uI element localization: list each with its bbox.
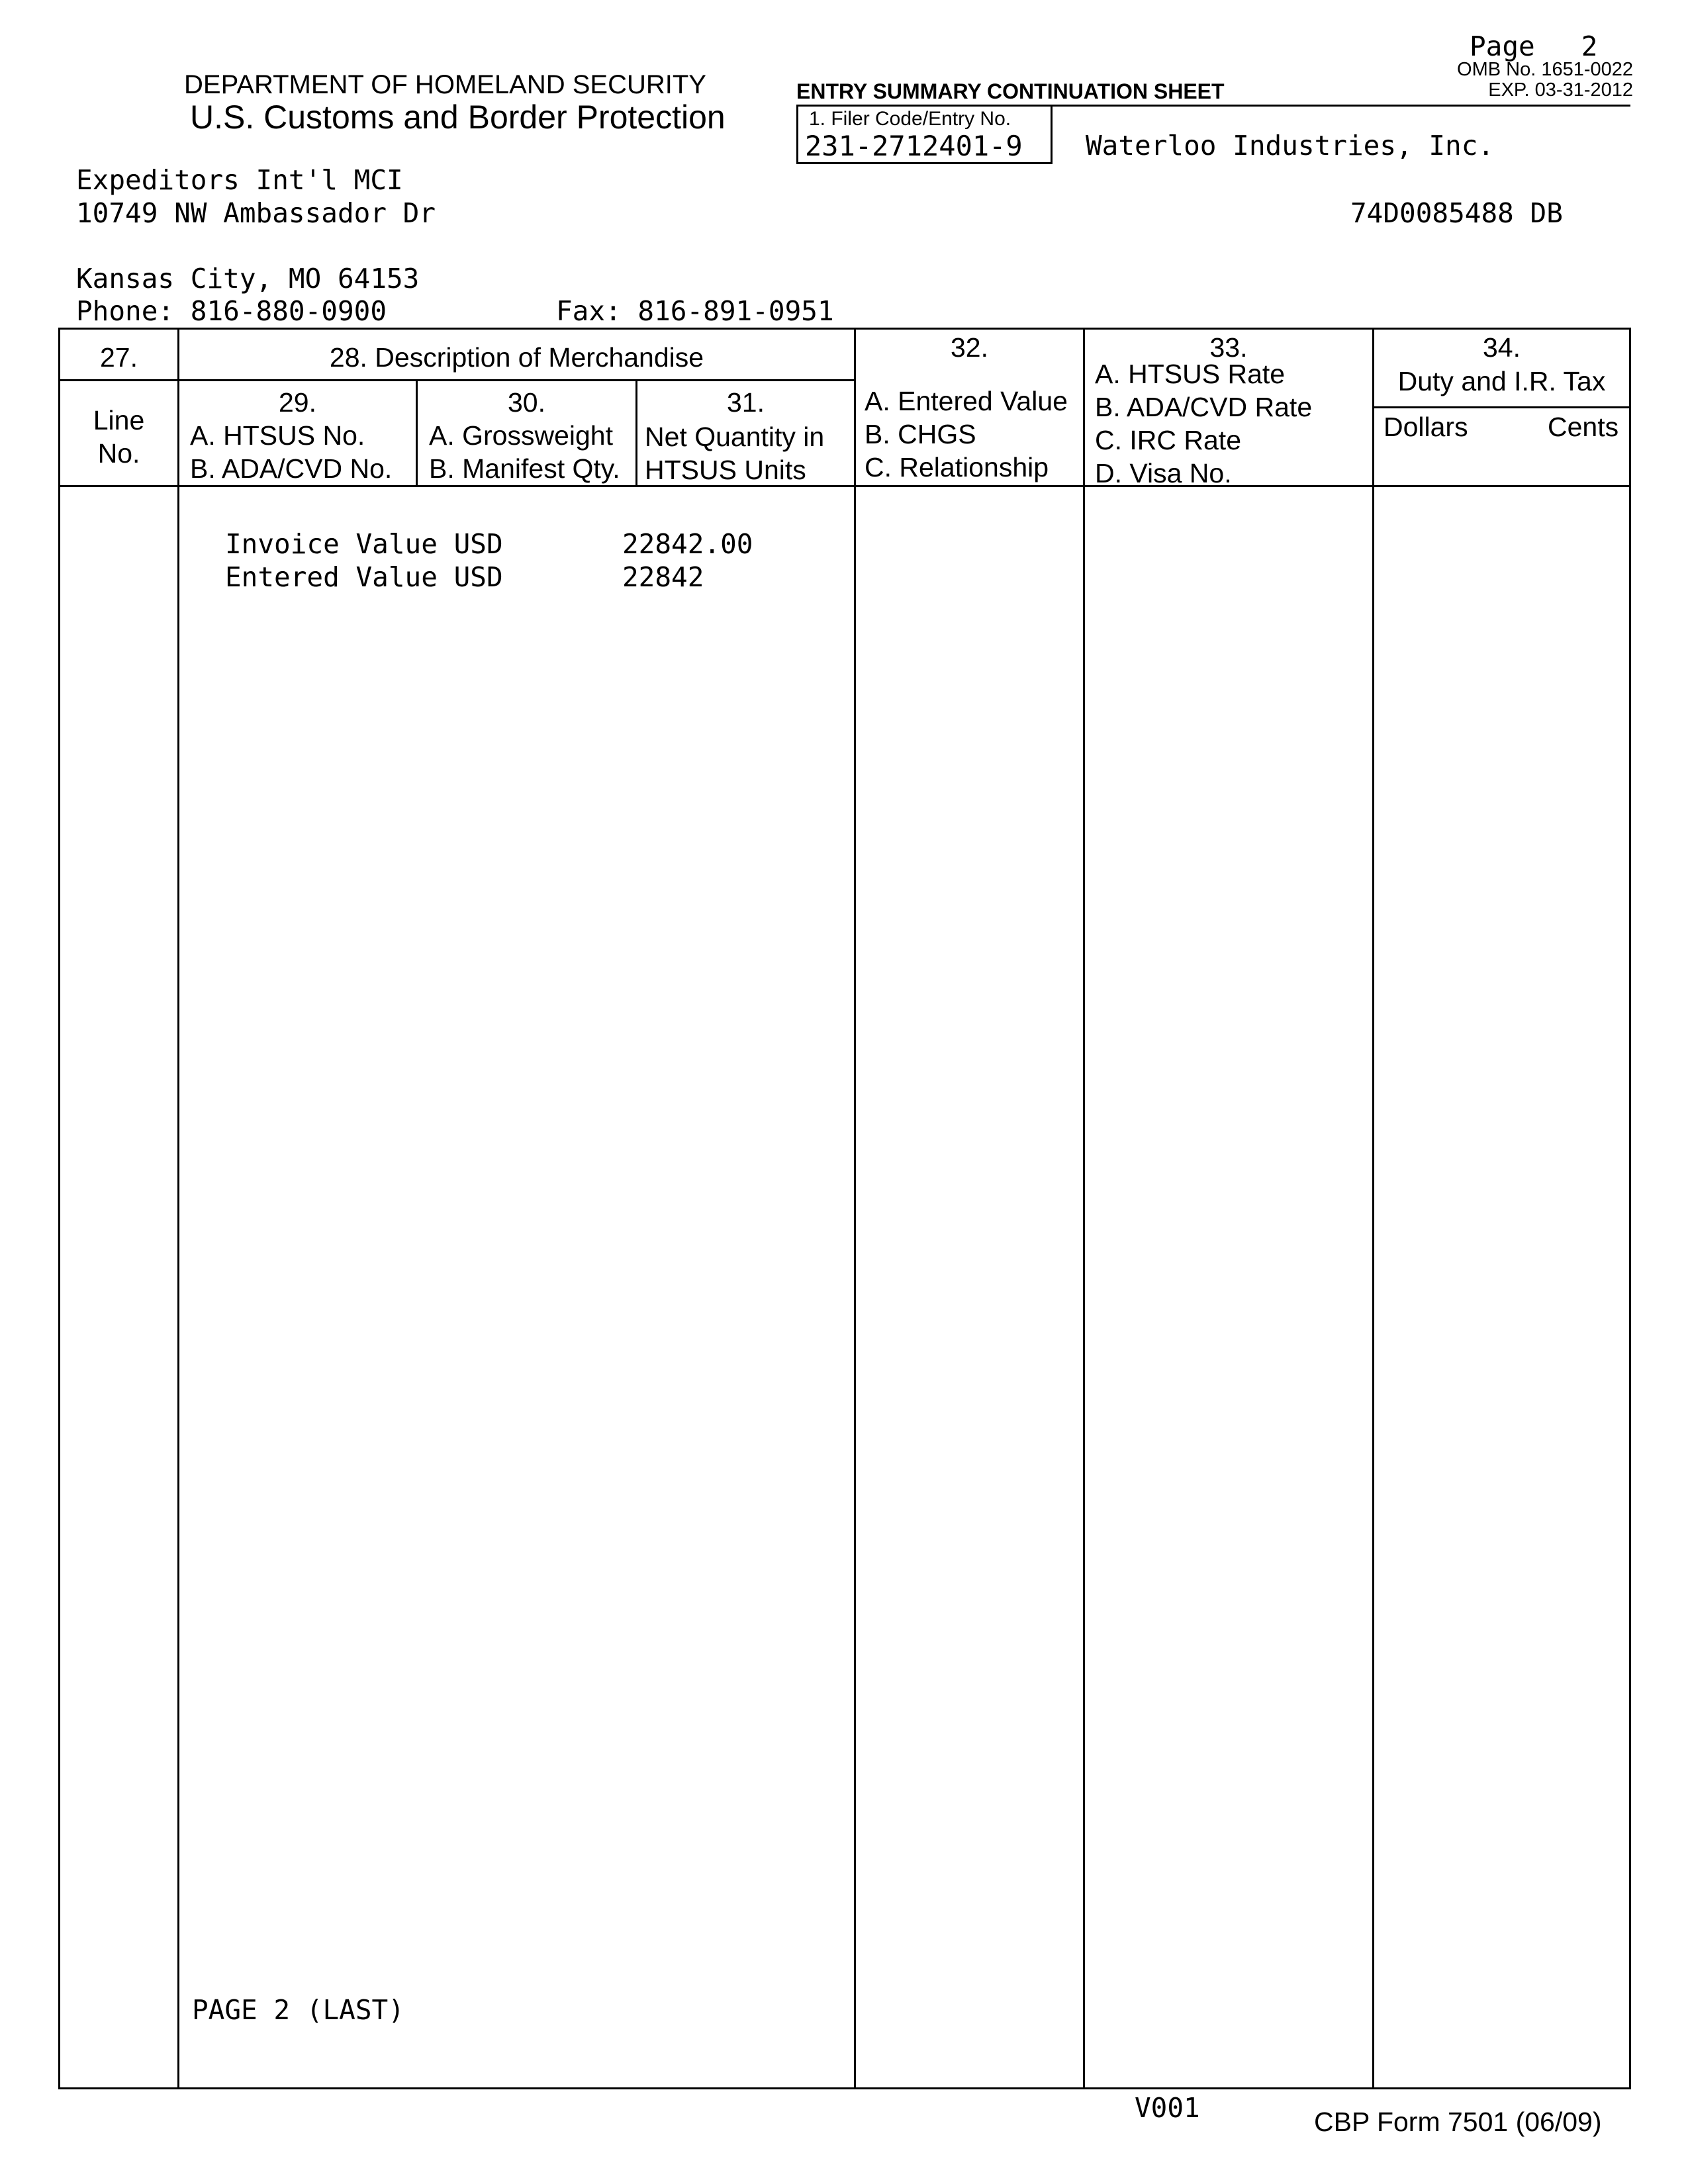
col-27-number: 27. — [100, 342, 138, 373]
form-number: CBP Form 7501 (06/09) — [1314, 2107, 1602, 2137]
department-name: DEPARTMENT OF HOMELAND SECURITY — [184, 70, 706, 99]
invoice-value-label: Invoice Value USD — [225, 528, 503, 560]
dollars-label: Dollars — [1383, 412, 1468, 442]
agency-name: U.S. Customs and Border Protection — [190, 99, 726, 136]
importer-name: Waterloo Industries, Inc. — [1086, 130, 1495, 161]
irc-rate-label: C. IRC Rate — [1095, 425, 1241, 455]
col-33-number: 33. — [1209, 332, 1248, 363]
broker-name: Expeditors Int'l MCI — [76, 164, 403, 196]
sheet-title: ENTRY SUMMARY CONTINUATION SHEET — [796, 79, 1225, 103]
entered-value-label: A. Entered Value — [865, 386, 1068, 416]
cents-label: Cents — [1548, 412, 1619, 442]
col-31-number: 31. — [727, 387, 765, 418]
broker-street: 10749 NW Ambassador Dr — [76, 197, 436, 229]
htsus-rate-label: A. HTSUS Rate — [1095, 359, 1286, 389]
col27-divider — [177, 328, 179, 2089]
version-code: V001 — [1135, 2092, 1200, 2124]
filer-code-label: 1. Filer Code/Entry No. — [809, 108, 1011, 130]
ada-cvd-no-label: B. ADA/CVD No. — [190, 453, 393, 484]
number-label: No. — [97, 438, 140, 469]
ada-cvd-rate-label: B. ADA/CVD Rate — [1095, 392, 1313, 422]
omb-number: OMB No. 1651-0022 — [1457, 59, 1633, 80]
col-34-number: 34. — [1483, 332, 1521, 363]
filer-code-value: 231-2712401-9 — [805, 130, 1023, 162]
table-right-border — [1629, 328, 1631, 2089]
page-number: 2 — [1581, 30, 1598, 62]
table-left-border — [58, 328, 60, 2089]
page-label: Page 2 — [1470, 30, 1598, 62]
entered-value-text: Entered Value USD — [225, 561, 503, 593]
invoice-value: 22842.00 — [622, 528, 753, 560]
col-28-title: 28. Description of Merchandise — [329, 342, 704, 373]
page-note: PAGE 2 (LAST) — [192, 1994, 404, 2026]
table-bottom-border — [58, 2087, 1631, 2089]
col-30-number: 30. — [508, 387, 545, 418]
chgs-label: B. CHGS — [865, 419, 976, 449]
header-bottom-rule — [58, 485, 1631, 487]
duty-tax-label: Duty and I.R. Tax — [1397, 366, 1606, 396]
line-label: Line — [93, 405, 145, 435]
relationship-label: C. Relationship — [865, 452, 1049, 482]
col32-divider — [1083, 328, 1085, 2089]
duty-header-rule — [1374, 406, 1631, 408]
broker-fax: Fax: 816-891-0951 — [556, 295, 834, 327]
net-quantity-label: Net Quantity in — [645, 422, 825, 452]
col-29-number: 29. — [279, 387, 316, 418]
htsus-no-label: A. HTSUS No. — [190, 420, 365, 451]
filer-code-box — [796, 106, 1053, 164]
broker-city: Kansas City, MO 64153 — [76, 263, 420, 295]
broker-phone: Phone: 816-880-0900 — [76, 295, 387, 327]
grossweight-label: A. Grossweight — [429, 420, 613, 451]
desc-header-rule — [177, 379, 855, 381]
importer-number: 74D0085488 DB — [1350, 197, 1563, 229]
expiration-date: EXP. 03-31-2012 — [1488, 79, 1633, 101]
manifest-qty-label: B. Manifest Qty. — [429, 453, 620, 484]
table-top-border — [58, 328, 1631, 330]
col-32-number: 32. — [951, 332, 988, 363]
htsus-units-label: HTSUS Units — [645, 455, 806, 485]
col28-divider — [854, 328, 856, 2089]
col33-divider — [1372, 328, 1374, 2089]
entered-value: 22842 — [622, 561, 704, 593]
visa-no-label: D. Visa No. — [1095, 458, 1232, 488]
col27-header-rule — [58, 379, 179, 381]
